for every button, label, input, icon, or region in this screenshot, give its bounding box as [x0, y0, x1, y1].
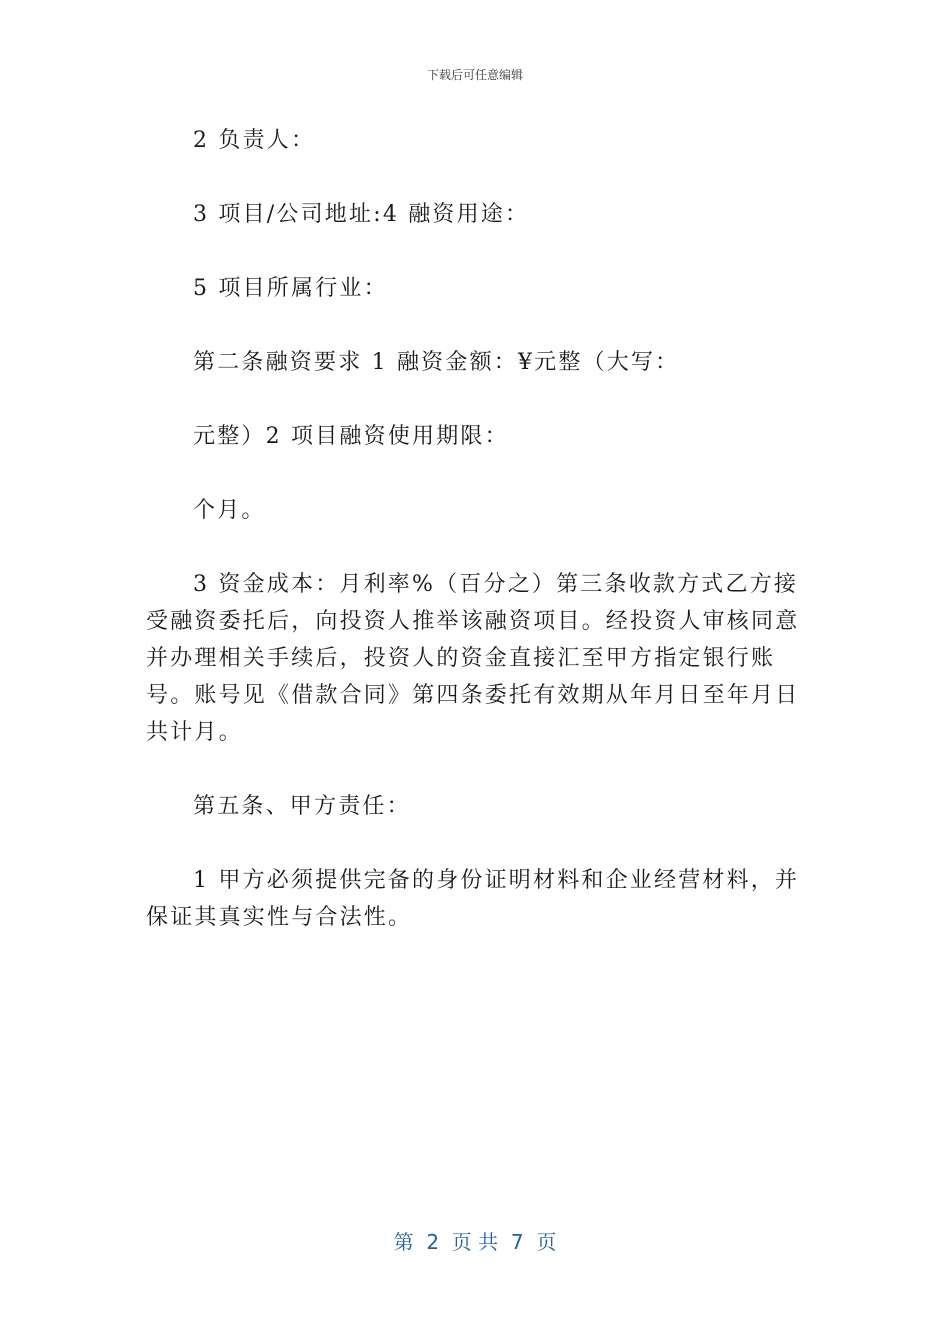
- document-body: [146, 122, 806, 973]
- paragraph-financing-term: 元整）2 项目融资使用期限：: [193, 424, 509, 449]
- header-note: 下载后可任意编辑: [426, 68, 523, 82]
- paragraph-party-a-materials: 1 甲方必须提供完备的身份证明材料和企业经营材料，并保证其真实性与合法性。: [146, 868, 800, 930]
- paragraph-responsible-person: 2 负责人：: [193, 128, 316, 153]
- paragraph-address-usage: 3 项目/公司地址:4 融资用途：: [193, 202, 530, 227]
- page-number: 第 2 页 共 7 页: [393, 1230, 557, 1254]
- paragraph-industry: 5 项目所属行业：: [193, 276, 388, 301]
- paragraph-months: 个月。: [193, 498, 266, 523]
- paragraph-capital-cost: 3 资金成本：月利率%（百分之）第三条收款方式乙方接受融资委托后，向投资人推举该融资项目。经投资人审核同意并办理相关手续后，投资人的资金直接汇至甲方指定银行账号。账号见《借款合同》第四条委托有效期从年月日至年月日共计月。: [146, 572, 800, 745]
- paragraph-financing-amount: 第二条融资要求 1 融资金额：¥元整（大写：: [193, 350, 680, 375]
- paragraph-article-five: 第五条、甲方责任：: [193, 794, 411, 819]
